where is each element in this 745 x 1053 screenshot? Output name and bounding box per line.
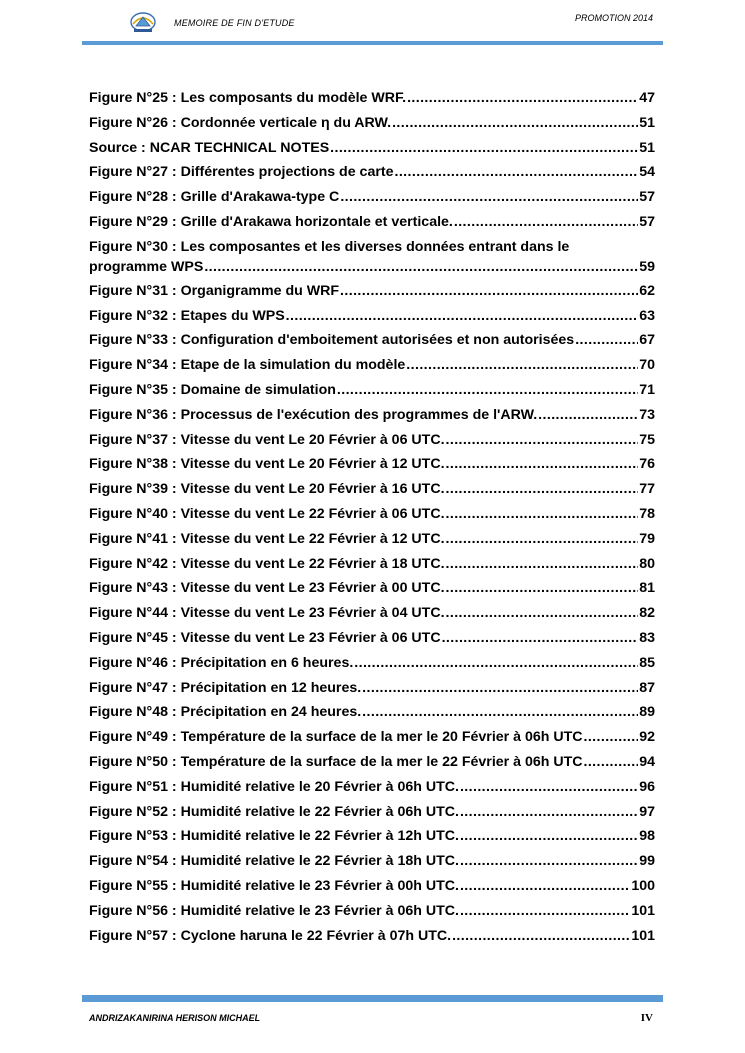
toc-entry-label: Figure N°25 : Les composants du modèle WRF. [89, 90, 407, 106]
toc-entry[interactable] [89, 578, 655, 603]
toc-leader [575, 330, 638, 350]
toc-entry-label-continued: programme WPS [89, 258, 204, 275]
toc-entry-page: 101 [631, 927, 655, 944]
toc-entry-page: 57 [639, 189, 655, 206]
toc-leader [460, 901, 630, 921]
toc-entry-page: 57 [639, 213, 655, 230]
toc-entry[interactable] [89, 702, 655, 727]
toc-entry-label: Figure N°41 : Vitesse du vent Le 22 Février à 12 UTC. [89, 530, 445, 547]
toc-leader [406, 355, 638, 375]
toc-entry-page: 70 [639, 357, 655, 374]
toc-entry-label: Figure N°27 : Différentes projections de carte [89, 164, 394, 181]
toc-leader [340, 281, 638, 301]
toc-entry[interactable] [89, 405, 655, 430]
toc-entry[interactable] [89, 187, 655, 212]
toc-entry-label: Figure N°29 : Grille d'Arakawa horizontale et verticale. [89, 213, 453, 230]
toc-entry[interactable] [89, 88, 655, 113]
toc-entry-page: 85 [639, 654, 655, 671]
toc-leader [454, 212, 638, 232]
toc-entry-label: Figure N°31 : Organigramme du WRF [89, 282, 340, 299]
toc-entry-page: 96 [639, 778, 655, 795]
toc-leader [446, 578, 639, 598]
footer-page-number: IV [640, 1012, 653, 1024]
toc-leader [460, 826, 638, 846]
toc-entry-label: Figure N°49 : Température de la surface de la mer le 20 Février à 06h UTC [89, 729, 583, 746]
toc-entry-label: Figure N°46 : Précipitation en 6 heures. [89, 654, 354, 671]
toc-entry-page: 51 [639, 139, 655, 156]
toc-entry-page: 83 [639, 629, 655, 646]
toc-entry[interactable] [89, 926, 655, 951]
toc-leader [362, 678, 638, 698]
toc-entry-label: Figure N°37 : Vitesse du vent Le 20 Février à 06 UTC. [89, 431, 445, 448]
toc-entry[interactable] [89, 454, 655, 479]
footer-divider [82, 995, 663, 1002]
toc-entry-page: 99 [639, 853, 655, 870]
toc-entry-label: Figure N°36 : Processus de l'exécution des programmes de l'ARW. [89, 406, 538, 423]
toc-entry-label: Figure N°39 : Vitesse du vent Le 20 Février à 16 UTC. [89, 481, 445, 498]
toc-entry-label: Source : NCAR TECHNICAL NOTES [89, 139, 330, 156]
toc-entry-page: 51 [639, 114, 655, 131]
toc-entry[interactable] [89, 479, 655, 504]
toc-entry-page: 77 [639, 481, 655, 498]
header-promotion: PROMOTION 2014 [574, 13, 653, 23]
toc-leader [538, 405, 638, 425]
toc-entry-page: 87 [639, 679, 655, 696]
toc-entry[interactable] [89, 851, 655, 876]
toc-leader [446, 479, 639, 499]
toc-entry-page: 75 [639, 431, 655, 448]
toc-leader [452, 926, 630, 946]
toc-entry[interactable] [89, 113, 655, 138]
toc-leader [460, 802, 638, 822]
toc-entry-label: Figure N°28 : Grille d'Arakawa-type C [89, 189, 340, 206]
toc-entry[interactable] [89, 678, 655, 703]
toc-entry-label: Figure N°33 : Configuration d'emboitement autorisées et non autorisées [89, 332, 575, 349]
toc-entry-page: 59 [639, 258, 655, 275]
toc-leader [584, 727, 639, 747]
toc-leader [340, 187, 638, 207]
toc-entry-label: Figure N°45 : Vitesse du vent Le 23 Février à 06 UTC [89, 629, 441, 646]
toc-entry[interactable] [89, 355, 655, 380]
toc-entry-page: 79 [639, 530, 655, 547]
toc-entry-page: 89 [639, 704, 655, 721]
toc-leader [394, 162, 638, 182]
toc-entry-label: Figure N°34 : Etape de la simulation du modèle [89, 357, 406, 374]
toc-entry-label: Figure N°44 : Vitesse du vent Le 23 Février à 04 UTC. [89, 605, 445, 622]
toc-entry-label: Figure N°53 : Humidité relative le 22 Février à 12h UTC. [89, 828, 459, 845]
toc-entry-page: 47 [639, 90, 655, 106]
toc-leader [204, 257, 638, 277]
toc-entry-label: Figure N°32 : Etapes du WPS [89, 307, 285, 324]
header-title: MEMOIRE DE FIN D'ETUDE [174, 18, 295, 28]
toc-entry[interactable] [89, 162, 655, 187]
toc-entry-page: 62 [639, 282, 655, 299]
toc-leader [446, 529, 639, 549]
toc-entry[interactable] [89, 802, 655, 827]
toc-entry[interactable] [89, 628, 655, 653]
school-emblem-icon [128, 8, 158, 34]
toc-entry-label: Figure N°40 : Vitesse du vent Le 22 Février à 06 UTC. [89, 505, 445, 522]
header-divider [82, 41, 663, 45]
toc-entry-label: Figure N°51 : Humidité relative le 20 Février à 06h UTC. [89, 778, 459, 795]
toc-leader [584, 752, 639, 772]
toc-entry[interactable] [89, 603, 655, 628]
toc-leader [362, 702, 638, 722]
toc-entry-label: Figure N°50 : Température de la surface de la mer le 22 Février à 06h UTC [89, 753, 583, 770]
toc-entry[interactable] [89, 554, 655, 579]
toc-entry-label: Figure N°52 : Humidité relative le 22 Février à 06h UTC. [89, 803, 459, 820]
toc-leader [337, 380, 638, 400]
toc-entry[interactable] [89, 212, 655, 237]
toc-entry-label: Figure N°47 : Précipitation en 12 heures. [89, 679, 362, 696]
toc-leader [446, 504, 639, 524]
toc-entry[interactable] [89, 281, 655, 306]
toc-entry-page: 67 [639, 332, 655, 349]
toc-entry-page: 94 [639, 753, 655, 770]
toc-entry[interactable] [89, 727, 655, 752]
toc-entry-page: 101 [631, 902, 655, 919]
toc-entry-label: Figure N°35 : Domaine de simulation [89, 381, 336, 398]
toc-entry-page: 76 [639, 456, 655, 473]
toc-entry[interactable] [89, 752, 655, 777]
toc-leader [407, 88, 638, 108]
footer-author: ANDRIZAKANIRINA HERISON MICHAEL [89, 1013, 261, 1023]
toc-leader [330, 138, 638, 158]
toc-leader [446, 430, 639, 450]
toc-entry[interactable] [89, 504, 655, 529]
toc-entry[interactable] [89, 330, 655, 355]
toc-entry-page: 54 [639, 164, 655, 181]
toc-entry[interactable] [89, 380, 655, 405]
toc-entry-page: 82 [639, 605, 655, 622]
toc-leader [354, 653, 638, 673]
toc-entry-label: Figure N°56 : Humidité relative le 23 Février à 06h UTC. [89, 902, 459, 919]
toc-entry-page: 97 [639, 803, 655, 820]
toc-entry[interactable] [89, 237, 655, 281]
toc-entry-page: 63 [639, 307, 655, 324]
toc-entry-label: Figure N°57 : Cyclone haruna le 22 Février à 07h UTC. [89, 927, 452, 944]
toc-leader [286, 306, 639, 326]
toc-entry-label: Figure N°55 : Humidité relative le 23 Février à 00h UTC. [89, 877, 459, 894]
toc-entry[interactable] [89, 430, 655, 455]
toc-leader [446, 554, 639, 574]
toc-leader [446, 454, 639, 474]
toc-entry-label: Figure N°38 : Vitesse du vent Le 20 Février à 12 UTC. [89, 456, 445, 473]
toc-entry-page: 98 [639, 828, 655, 845]
toc-entry[interactable] [89, 777, 655, 802]
toc-leader [460, 876, 630, 896]
toc-entry-page: 92 [639, 729, 655, 746]
toc-entry-page: 80 [639, 555, 655, 572]
toc-entry-page: 73 [639, 406, 655, 423]
toc-entry-page: 78 [639, 505, 655, 522]
toc-entry[interactable] [89, 826, 655, 851]
toc-leader [442, 628, 639, 648]
toc-entry-label: Figure N°43 : Vitesse du vent Le 23 Février à 00 UTC. [89, 580, 445, 597]
toc-entry-page: 100 [631, 877, 655, 894]
table-of-figures [89, 88, 655, 950]
toc-leader [446, 603, 639, 623]
toc-entry-page: 81 [639, 580, 655, 597]
toc-entry-label: Figure N°26 : Cordonnée verticale η du ARW. [89, 114, 392, 131]
toc-entry-label: Figure N°42 : Vitesse du vent Le 22 Février à 18 UTC. [89, 555, 445, 572]
toc-entry[interactable] [89, 306, 655, 331]
toc-entry[interactable] [89, 138, 655, 163]
toc-leader [460, 851, 638, 871]
toc-entry[interactable] [89, 901, 655, 926]
toc-entry-label: Figure N°30 : Les composantes et les diverses données entrant dans le [89, 238, 570, 255]
toc-entry-label: Figure N°54 : Humidité relative le 22 Février à 18h UTC. [89, 853, 459, 870]
toc-entry[interactable] [89, 876, 655, 901]
toc-entry[interactable] [89, 529, 655, 554]
toc-leader [392, 113, 638, 133]
toc-entry-label: Figure N°48 : Précipitation en 24 heures. [89, 704, 362, 721]
toc-entry-page: 71 [639, 381, 655, 398]
toc-leader [460, 777, 638, 797]
toc-entry[interactable] [89, 653, 655, 678]
